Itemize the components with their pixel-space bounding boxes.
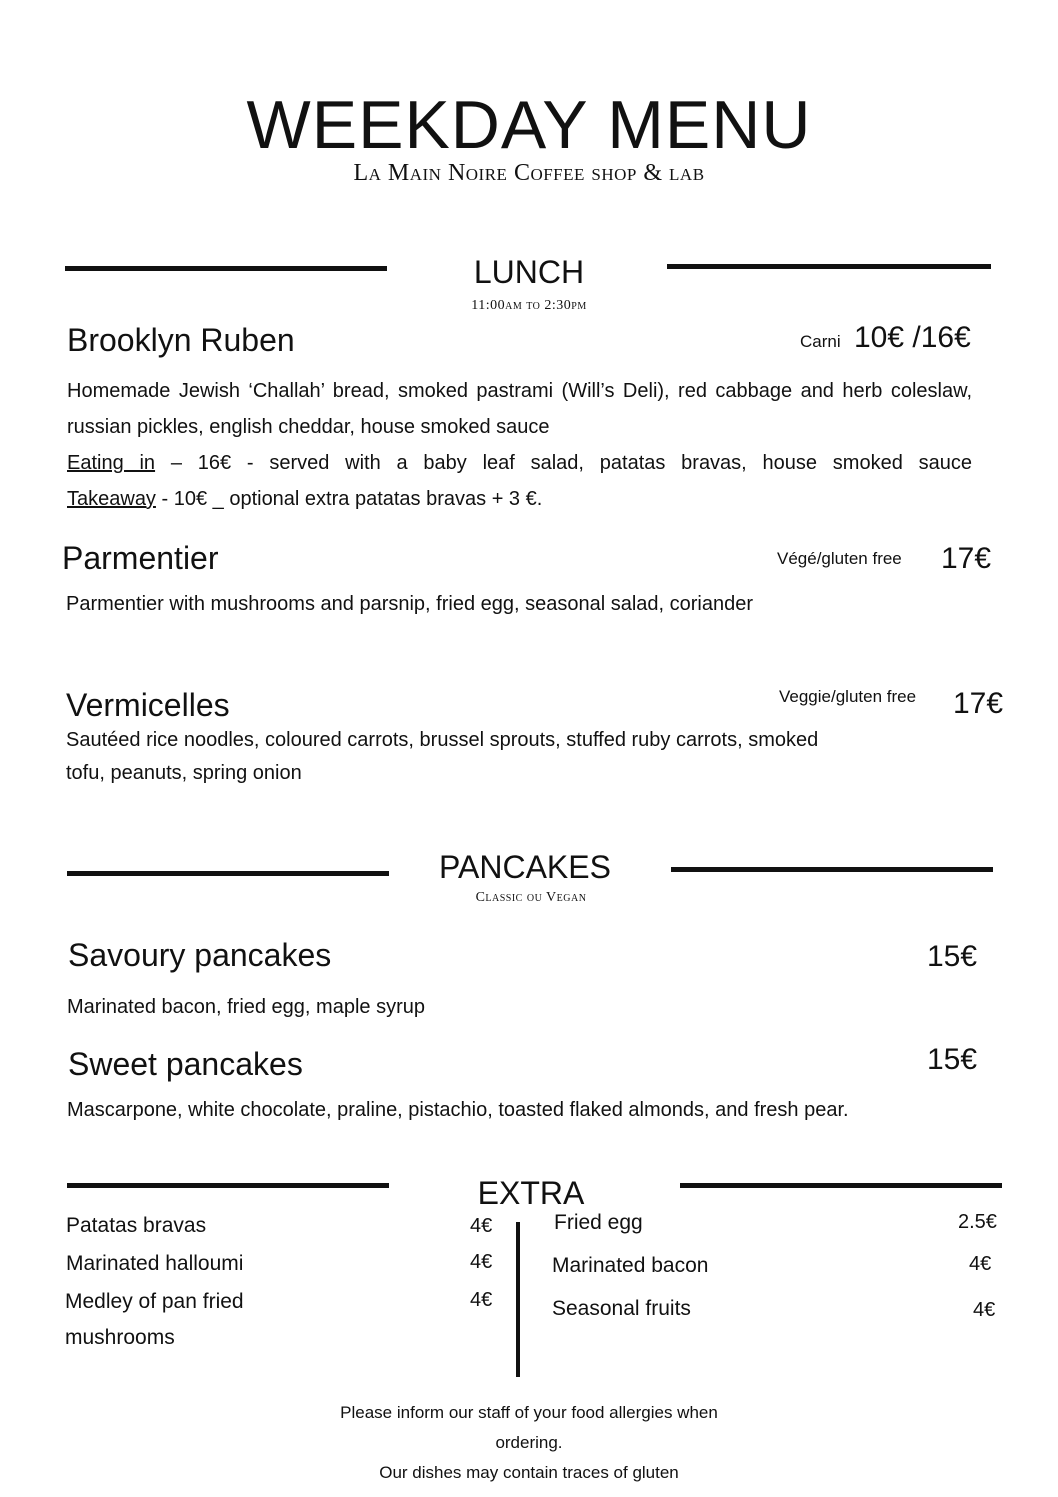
extra-item-name: Fried egg — [554, 1211, 643, 1234]
extra-item-price: 4€ — [969, 1253, 992, 1275]
extra-item-price: 2.5€ — [958, 1211, 997, 1233]
dish-tag: Veggie/gluten free — [779, 687, 917, 706]
dish-price: 10€ /16€ — [854, 321, 971, 354]
dish-name: Brooklyn Ruben — [67, 322, 295, 358]
extra-item-name: Patatas bravas — [66, 1214, 207, 1237]
divider-line — [667, 264, 991, 269]
extra-item-name: Seasonal fruits — [552, 1297, 691, 1320]
takeaway-label: Takeaway — [67, 488, 156, 510]
extra-item-name: mushrooms — [65, 1326, 175, 1349]
eating-in-label: Eating in — [67, 452, 156, 474]
dish-tag: Carni — [800, 332, 841, 351]
dish-description-line: tofu, peanuts, spring onion — [66, 762, 302, 784]
dish-description: Homemade Jewish ‘Challah’ bread, smoked pastrami (Will’s Deli), red cabbage and herb coleslaw, russian pickles, english cheddar, house smoked sauce — [67, 380, 972, 438]
dish-description-line: Sautéed rice noodles, coloured carrots, brussel sprouts, stuffed ruby carrots, smoked — [66, 729, 819, 751]
extra-item-name: Medley of pan fried — [65, 1290, 244, 1313]
dish-name: Parmentier — [62, 540, 219, 576]
divider-line — [67, 1183, 389, 1188]
divider-line — [67, 871, 389, 876]
dish-name: Vermicelles — [66, 687, 230, 723]
dish-option-eating-in — [67, 445, 972, 481]
gluten-notice: Our dishes may contain traces of gluten — [379, 1463, 679, 1482]
dish-option-takeaway — [67, 481, 542, 517]
takeaway-text: - 10€ _ optional extra patatas bravas + 3 €. — [155, 488, 543, 510]
dish-name: Sweet pancakes — [68, 1046, 303, 1082]
divider-line — [65, 266, 387, 271]
menu-title: WEEKDAY MENU — [246, 87, 812, 163]
section-hours: 11:00am to 2:30pm — [471, 298, 587, 313]
column-divider — [516, 1222, 520, 1377]
section-title-pancakes: PANCAKES — [439, 849, 611, 885]
divider-line — [671, 867, 993, 872]
dish-price: 15€ — [927, 940, 978, 973]
allergy-notice-line: Please inform our staff of your food allergies when — [340, 1403, 718, 1422]
extra-item-price: 4€ — [973, 1299, 996, 1321]
divider-line — [680, 1183, 1002, 1188]
eating-in-text: – 16€ - served with a baby leaf salad, patatas bravas, house smoked sauce — [155, 452, 972, 474]
dish-price: 17€ — [941, 542, 992, 575]
dish-description: Mascarpone, white chocolate, praline, pistachio, toasted flaked almonds, and fresh pear. — [67, 1099, 849, 1121]
dish-description: Parmentier with mushrooms and parsnip, fried egg, seasonal salad, coriander — [66, 593, 754, 615]
allergy-notice-line: ordering. — [495, 1433, 563, 1452]
dish-price: 15€ — [927, 1043, 978, 1076]
dish-price: 17€ — [953, 687, 1004, 720]
extra-item-price: 4€ — [470, 1215, 493, 1237]
dish-description: Marinated bacon, fried egg, maple syrup — [67, 996, 425, 1018]
dish-tag: Végé/gluten free — [777, 549, 902, 568]
section-title-extra: EXTRA — [477, 1175, 585, 1211]
section-subtitle: Classic ou Vegan — [475, 890, 587, 905]
extra-item-name: Marinated bacon — [552, 1254, 709, 1277]
menu-subtitle: La Main Noire Coffee shop & lab — [353, 160, 705, 186]
extra-item-price: 4€ — [470, 1289, 493, 1311]
dish-name: Savoury pancakes — [68, 937, 332, 973]
section-title-lunch: LUNCH — [473, 254, 585, 290]
extra-item-price: 4€ — [470, 1251, 493, 1273]
extra-item-name: Marinated halloumi — [66, 1252, 244, 1275]
